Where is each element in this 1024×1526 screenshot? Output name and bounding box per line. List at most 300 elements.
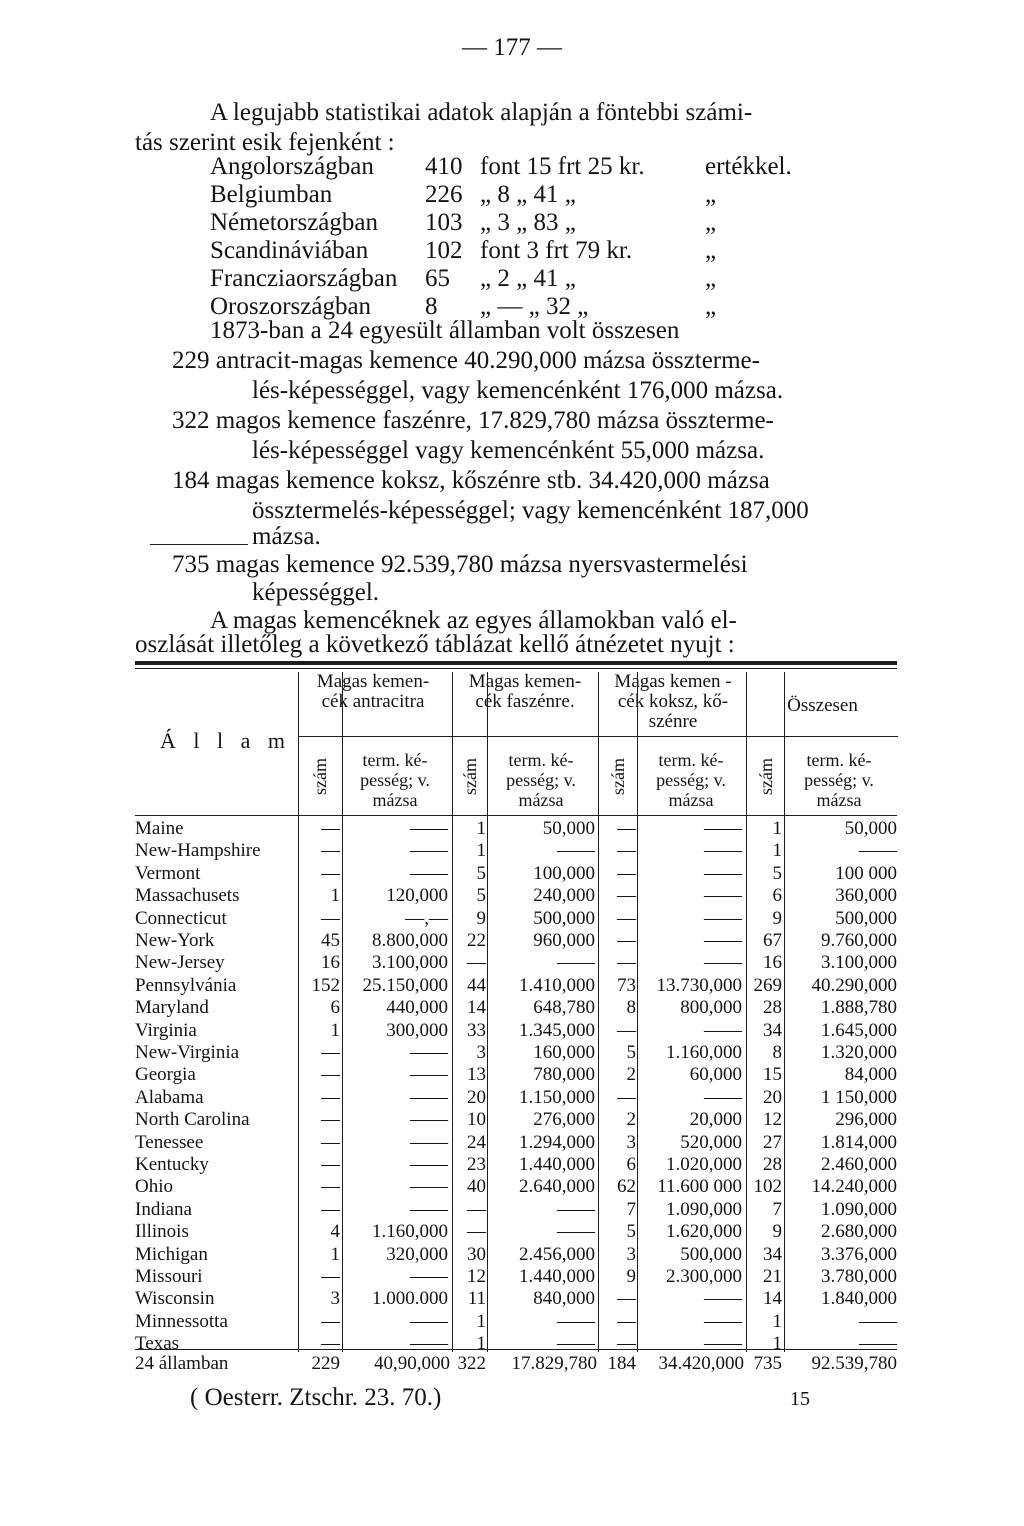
output-row — [210, 264, 810, 294]
antracit-count: 16 — [321, 952, 340, 974]
term-header: pesség; v. — [360, 770, 430, 790]
antracit-capacity: —— — [410, 1266, 448, 1287]
coke-capacity: —— — [704, 885, 742, 907]
coke-count: 9 — [626, 1266, 636, 1287]
charcoal-capacity: 840,000 — [533, 1288, 595, 1310]
antracit-count: — — [321, 1266, 340, 1287]
antracit-count: — — [321, 1086, 340, 1108]
term-header: term. ké- — [362, 750, 428, 770]
group-header: Összesen — [787, 695, 858, 716]
antracit-capacity: —— — [410, 1109, 448, 1131]
total-capacity: 2.460,000 — [821, 1154, 897, 1175]
state-name: Alabama — [135, 1086, 204, 1108]
antracit-count: — — [321, 840, 340, 862]
state-name: Vermont — [135, 862, 201, 884]
state-name: Maine — [135, 818, 184, 839]
total-rule — [135, 1349, 897, 1350]
antracit-count: — — [321, 907, 340, 929]
total-count: 15 — [763, 1064, 782, 1086]
term-header: pesség; v. — [804, 770, 874, 790]
total-count: 102 — [753, 1176, 782, 1198]
state-name: Wisconsin — [135, 1288, 215, 1310]
coke-count: — — [617, 907, 636, 929]
para-line: lés-képességgel, vagy kemencénként 176,000 mázsa. — [252, 377, 784, 404]
country-name: Angolországban — [210, 153, 374, 180]
total-capacity: 2.680,000 — [821, 1221, 897, 1243]
table-row — [135, 1087, 897, 1109]
charcoal-capacity: 240,000 — [533, 885, 595, 907]
antracit-capacity: —— — [410, 1154, 448, 1175]
charcoal-capacity: 500,000 — [533, 907, 595, 929]
charcoal-capacity: 160,000 — [533, 1042, 595, 1063]
coke-capacity: 20,000 — [689, 1109, 742, 1131]
table-row — [135, 818, 897, 840]
total-count: 9 — [772, 1221, 782, 1243]
total-capacity: —— — [859, 840, 897, 862]
total-count: 9 — [772, 907, 782, 929]
charcoal-count: 9 — [476, 907, 486, 929]
table-top-rule-thin — [135, 668, 897, 669]
state-name: Minnessotta — [135, 1310, 228, 1332]
antracit-capacity: 440,000 — [386, 997, 448, 1019]
total-capacity: 3.100,000 — [821, 952, 897, 974]
coke-count: — — [617, 818, 636, 839]
total-count: 67 — [763, 930, 782, 951]
antracit-capacity: 120,000 — [386, 885, 448, 907]
group-header: cék antracitra — [321, 691, 425, 712]
total-antracit-capacity: 40,90,000 — [374, 1353, 450, 1374]
coke-capacity: —— — [704, 818, 742, 839]
antracit-capacity: 1.000.000 — [372, 1288, 448, 1310]
antracit-capacity: 1.160,000 — [372, 1221, 448, 1243]
term-header: mázsa — [372, 790, 418, 810]
antracit-count: 1 — [330, 1019, 340, 1041]
country-name: Francziaországban — [210, 265, 398, 292]
rule — [135, 815, 897, 816]
coke-capacity: 13.730,000 — [656, 974, 742, 996]
state-name: New-Jersey — [135, 952, 225, 974]
coke-count: — — [617, 1019, 636, 1041]
table-row — [135, 1109, 897, 1131]
output-value: 226 — [425, 181, 463, 208]
country-name: Oroszországban — [210, 293, 372, 320]
para-line: mázsa. — [252, 523, 321, 550]
total-charcoal-count: 322 — [457, 1353, 486, 1374]
antracit-capacity: 320,000 — [386, 1243, 448, 1265]
coke-capacity: —— — [704, 840, 742, 862]
coke-capacity: 1.020,000 — [666, 1154, 742, 1175]
antracit-capacity: —— — [410, 1131, 448, 1153]
coke-count: — — [617, 1333, 636, 1355]
table-row — [135, 840, 897, 862]
state-name: New-Hampshire — [135, 840, 261, 862]
table-row — [135, 1244, 897, 1266]
antracit-capacity: —— — [410, 1086, 448, 1108]
charcoal-count: 24 — [467, 1131, 486, 1153]
antracit-capacity: 8.800,000 — [372, 930, 448, 951]
coke-count: 62 — [617, 1176, 636, 1198]
para-line: 322 magos kemence faszénre, 17.829,780 mázsa összterme- — [172, 407, 774, 434]
table-row — [135, 908, 897, 930]
group-header: cék faszénre. — [475, 691, 575, 712]
charcoal-count: 33 — [467, 1019, 486, 1041]
coke-capacity: 520,000 — [680, 1131, 742, 1153]
state-name: North Carolina — [135, 1109, 250, 1131]
charcoal-count: 5 — [476, 862, 486, 884]
country-name: Németországban — [210, 209, 378, 236]
antracit-count: — — [321, 1310, 340, 1332]
antracit-capacity: 300,000 — [386, 1019, 448, 1041]
szam-header: szám — [608, 758, 628, 795]
state-name: Texas — [135, 1333, 180, 1355]
coke-capacity: —— — [704, 862, 742, 884]
antracit-count: — — [321, 1333, 340, 1355]
antracit-count: 4 — [330, 1221, 340, 1243]
charcoal-capacity: 1.294,000 — [519, 1131, 595, 1153]
charcoal-count: 3 — [476, 1042, 486, 1063]
term-header: pesség; v. — [656, 770, 726, 790]
charcoal-capacity: 1.410,000 — [519, 974, 595, 996]
antracit-count: 45 — [321, 930, 340, 951]
table-row — [135, 1311, 897, 1333]
szam-header: szám — [756, 758, 776, 795]
coke-count: 5 — [626, 1221, 636, 1243]
total-capacity: —— — [859, 1310, 897, 1332]
coke-capacity: 800,000 — [680, 997, 742, 1019]
coke-count: 3 — [626, 1131, 636, 1153]
coke-count: — — [617, 1086, 636, 1108]
state-name: Virginia — [135, 1019, 197, 1041]
table-row — [135, 952, 897, 974]
charcoal-count: 1 — [476, 840, 486, 862]
table-row — [135, 1288, 897, 1310]
total-capacity: 296,000 — [835, 1109, 897, 1131]
coke-capacity: 2.300,000 — [666, 1266, 742, 1287]
table-row — [135, 1042, 897, 1064]
total-count: 27 — [763, 1131, 782, 1153]
intro-line-2: tás szerint esik fejenként : — [135, 129, 395, 156]
charcoal-capacity: 276,000 — [533, 1109, 595, 1131]
charcoal-capacity: 2.640,000 — [519, 1176, 595, 1198]
total-count: 5 — [772, 862, 782, 884]
coke-count: 7 — [626, 1198, 636, 1220]
coke-capacity: —— — [704, 930, 742, 951]
charcoal-capacity: 2.456,000 — [519, 1243, 595, 1265]
coke-count: 3 — [626, 1243, 636, 1265]
coke-capacity: —— — [704, 1086, 742, 1108]
charcoal-count: 40 — [467, 1176, 486, 1198]
antracit-count: — — [321, 1042, 340, 1063]
antracit-count: 6 — [330, 997, 340, 1019]
charcoal-capacity: 1.440,000 — [519, 1154, 595, 1175]
charcoal-count: 44 — [467, 974, 486, 996]
grand-total-capacity: 92.539,780 — [811, 1353, 897, 1374]
coke-capacity: —— — [704, 1019, 742, 1041]
value-suffix: „ — [705, 181, 717, 208]
coke-capacity: —— — [704, 907, 742, 929]
total-capacity: 3.780,000 — [821, 1266, 897, 1287]
charcoal-capacity: 50,000 — [542, 818, 595, 839]
total-capacity: 100 000 — [835, 862, 897, 884]
state-name: Michigan — [135, 1243, 208, 1265]
total-capacity: 1.090,000 — [821, 1198, 897, 1220]
state-name: Tenessee — [135, 1131, 204, 1153]
output-value: 102 — [425, 237, 463, 264]
coke-count: — — [617, 930, 636, 951]
coke-capacity: —— — [704, 1310, 742, 1332]
value-unit: „ — „ 32 „ — [480, 293, 589, 320]
charcoal-count: 5 — [476, 885, 486, 907]
charcoal-count: 11 — [467, 1288, 486, 1310]
charcoal-capacity: 1.150,000 — [519, 1086, 595, 1108]
antracit-capacity: —— — [410, 1310, 448, 1332]
output-value: 8 — [425, 293, 438, 320]
charcoal-count: 20 — [467, 1086, 486, 1108]
state-name: Indiana — [135, 1198, 192, 1220]
total-capacity: 9.760,000 — [821, 930, 897, 951]
table-row — [135, 1176, 897, 1198]
group-header: Magas kemen - — [614, 671, 732, 692]
szam-header: szám — [310, 758, 330, 795]
output-row — [210, 208, 810, 238]
total-count: 6 — [772, 885, 782, 907]
antracit-count: — — [321, 1109, 340, 1131]
table-row — [135, 1154, 897, 1176]
total-capacity: 1 150,000 — [821, 1086, 897, 1108]
para-line: lés-képességgel vagy kemencénként 55,000 mázsa. — [252, 437, 765, 464]
total-count: 14 — [763, 1288, 782, 1310]
total-capacity: 1.645,000 — [821, 1019, 897, 1041]
coke-count: 2 — [626, 1109, 636, 1131]
value-unit: „ 3 „ 83 „ — [480, 209, 576, 236]
para-line: 735 magas kemence 92.539,780 mázsa nyersvastermelési — [172, 551, 748, 578]
state-column-header: Á l l a m — [160, 728, 291, 753]
value-unit: font 3 frt 79 kr. — [480, 237, 633, 264]
para-line: képességgel. — [252, 579, 380, 606]
antracit-count: 1 — [330, 885, 340, 907]
total-label: 24 államban — [135, 1353, 229, 1374]
table-row — [135, 1266, 897, 1288]
total-capacity: 84,000 — [844, 1064, 897, 1086]
citation: ( Oesterr. Ztschr. 23. 70.) — [190, 1384, 442, 1411]
table-row — [135, 997, 897, 1019]
charcoal-count: — — [467, 1198, 486, 1220]
charcoal-capacity: 100,000 — [533, 862, 595, 884]
table-row — [135, 1020, 897, 1042]
table-row — [135, 863, 897, 885]
value-suffix: ertékkel. — [705, 153, 792, 180]
antracit-capacity: —— — [410, 840, 448, 862]
antracit-count: — — [321, 1154, 340, 1175]
state-name: Connecticut — [135, 907, 227, 929]
charcoal-capacity: 960,000 — [533, 930, 595, 951]
coke-count: 8 — [626, 997, 636, 1019]
value-unit: „ 2 „ 41 „ — [480, 265, 576, 292]
total-capacity: —— — [859, 1333, 897, 1355]
para-line: A magas kemencéknek az egyes államokban való el- — [210, 607, 737, 634]
coke-capacity: 1.160,000 — [666, 1042, 742, 1063]
total-count: 1 — [772, 1333, 782, 1355]
coke-capacity: 1.090,000 — [666, 1198, 742, 1220]
charcoal-capacity: 1.345,000 — [519, 1019, 595, 1041]
output-row — [210, 152, 810, 182]
antracit-count: 1 — [330, 1243, 340, 1265]
state-name: Massachusets — [135, 885, 240, 907]
coke-count: — — [617, 885, 636, 907]
total-count: 16 — [763, 952, 782, 974]
signature-number: 15 — [790, 1388, 810, 1410]
total-count: 1 — [772, 818, 782, 839]
term-header: term. ké- — [806, 750, 872, 770]
state-name: Missouri — [135, 1266, 203, 1287]
antracit-count: — — [321, 862, 340, 884]
antracit-count: — — [321, 1131, 340, 1153]
state-name: Ohio — [135, 1176, 173, 1198]
state-name: New-Virginia — [135, 1042, 240, 1063]
total-count: 7 — [772, 1198, 782, 1220]
term-header: mázsa — [816, 790, 862, 810]
antracit-capacity: 3.100,000 — [372, 952, 448, 974]
coke-capacity: —— — [704, 952, 742, 974]
value-unit: „ 8 „ 41 „ — [480, 181, 576, 208]
grand-total-count: 735 — [753, 1353, 782, 1374]
antracit-count: 152 — [311, 974, 340, 996]
value-unit: font 15 frt 25 kr. — [480, 153, 645, 180]
total-capacity: 360,000 — [835, 885, 897, 907]
coke-count: — — [617, 952, 636, 974]
charcoal-count: — — [467, 952, 486, 974]
charcoal-capacity: 648,780 — [533, 997, 595, 1019]
coke-count: — — [617, 862, 636, 884]
term-header: term. ké- — [658, 750, 724, 770]
coke-count: — — [617, 840, 636, 862]
sum-rule — [150, 544, 248, 545]
total-capacity: 500,000 — [835, 907, 897, 929]
charcoal-count: 22 — [467, 930, 486, 951]
total-capacity: 1.888,780 — [821, 997, 897, 1019]
szam-header: szám — [460, 758, 480, 795]
antracit-capacity: —— — [410, 1198, 448, 1220]
state-name: Illinois — [135, 1221, 189, 1243]
total-count: 1 — [772, 840, 782, 862]
coke-capacity: 500,000 — [680, 1243, 742, 1265]
coke-count: — — [617, 1310, 636, 1332]
antracit-capacity: —— — [410, 1176, 448, 1198]
group-header: cék koksz, kő- — [617, 691, 729, 712]
total-count: 34 — [763, 1243, 782, 1265]
charcoal-capacity: 780,000 — [533, 1064, 595, 1086]
state-name: Kentucky — [135, 1154, 209, 1175]
charcoal-count: 1 — [476, 1333, 486, 1355]
para-line: 1873-ban a 24 egyesült államban volt összesen — [210, 317, 680, 344]
total-count: 20 — [763, 1086, 782, 1108]
total-capacity: 40.290,000 — [811, 974, 897, 996]
coke-capacity: 1.620,000 — [666, 1221, 742, 1243]
total-capacity: 1.814,000 — [821, 1131, 897, 1153]
antracit-capacity: —,— — [405, 907, 448, 929]
group-header: Magas kemen- — [316, 671, 430, 692]
total-count: 1 — [772, 1310, 782, 1332]
total-coke-capacity: 34.420,000 — [658, 1353, 744, 1374]
antracit-capacity: —— — [410, 1333, 448, 1355]
coke-count: 6 — [626, 1154, 636, 1175]
total-capacity: 14.240,000 — [811, 1176, 897, 1198]
term-header: mázsa — [668, 790, 714, 810]
para-line: oszlását illetőleg a következő táblázat kellő átnézetet nyujt : — [135, 631, 735, 658]
total-capacity: 3.376,000 — [821, 1243, 897, 1265]
para-line: 184 magas kemence koksz, kőszénre stb. 34.420,000 mázsa — [172, 467, 770, 494]
output-value: 103 — [425, 209, 463, 236]
para-line: össztermelés-képességgel; vagy kemencénként 187,000 — [252, 497, 809, 524]
charcoal-count: 12 — [467, 1266, 486, 1287]
table-row — [135, 1199, 897, 1221]
table-row — [135, 885, 897, 907]
coke-capacity: —— — [704, 1288, 742, 1310]
state-name: Pennsylvánia — [135, 974, 237, 996]
table-row — [135, 1132, 897, 1154]
antracit-count: — — [321, 1064, 340, 1086]
table-row — [135, 975, 897, 997]
coke-count: — — [617, 1288, 636, 1310]
charcoal-capacity: —— — [557, 840, 595, 862]
group-header: szénre — [648, 711, 698, 732]
total-capacity: 1.840,000 — [821, 1288, 897, 1310]
charcoal-count: 1 — [476, 1310, 486, 1332]
charcoal-count: — — [467, 1221, 486, 1243]
table-top-rule — [135, 661, 897, 665]
state-name: New-York — [135, 930, 215, 951]
charcoal-count: 14 — [467, 997, 486, 1019]
charcoal-capacity: —— — [557, 1310, 595, 1332]
table-row — [135, 1064, 897, 1086]
coke-count: 2 — [626, 1064, 636, 1086]
total-charcoal-capacity: 17.829,780 — [511, 1353, 597, 1374]
output-value: 410 — [425, 153, 463, 180]
country-name: Belgiumban — [210, 181, 333, 208]
state-name: Georgia — [135, 1064, 196, 1086]
output-row — [210, 180, 810, 210]
table-row — [135, 1221, 897, 1243]
coke-count: 73 — [617, 974, 636, 996]
charcoal-count: 13 — [467, 1064, 486, 1086]
antracit-count: — — [321, 818, 340, 839]
total-count: 34 — [763, 1019, 782, 1041]
term-header: term. ké- — [508, 750, 574, 770]
total-count: 28 — [763, 1154, 782, 1175]
charcoal-count: 10 — [467, 1109, 486, 1131]
state-name: Maryland — [135, 997, 209, 1019]
charcoal-count: 23 — [467, 1154, 486, 1175]
total-count: 12 — [763, 1109, 782, 1131]
value-suffix: „ — [705, 237, 717, 264]
antracit-capacity: —— — [410, 818, 448, 839]
total-count: 8 — [772, 1042, 782, 1063]
antracit-count: 3 — [330, 1288, 340, 1310]
coke-count: 5 — [626, 1042, 636, 1063]
term-header: pesség; v. — [506, 770, 576, 790]
output-value: 65 — [425, 265, 450, 292]
page-number: — 177 — — [462, 34, 562, 61]
antracit-capacity: —— — [410, 1042, 448, 1063]
total-count: 28 — [763, 997, 782, 1019]
antracit-count: — — [321, 1176, 340, 1198]
output-row — [210, 236, 810, 266]
coke-capacity: 11.600 000 — [657, 1176, 742, 1198]
total-antracit-count: 229 — [311, 1353, 340, 1374]
group-header: Magas kemen- — [468, 671, 582, 692]
country-name: Scandináviában — [210, 237, 369, 264]
charcoal-count: 1 — [476, 818, 486, 839]
